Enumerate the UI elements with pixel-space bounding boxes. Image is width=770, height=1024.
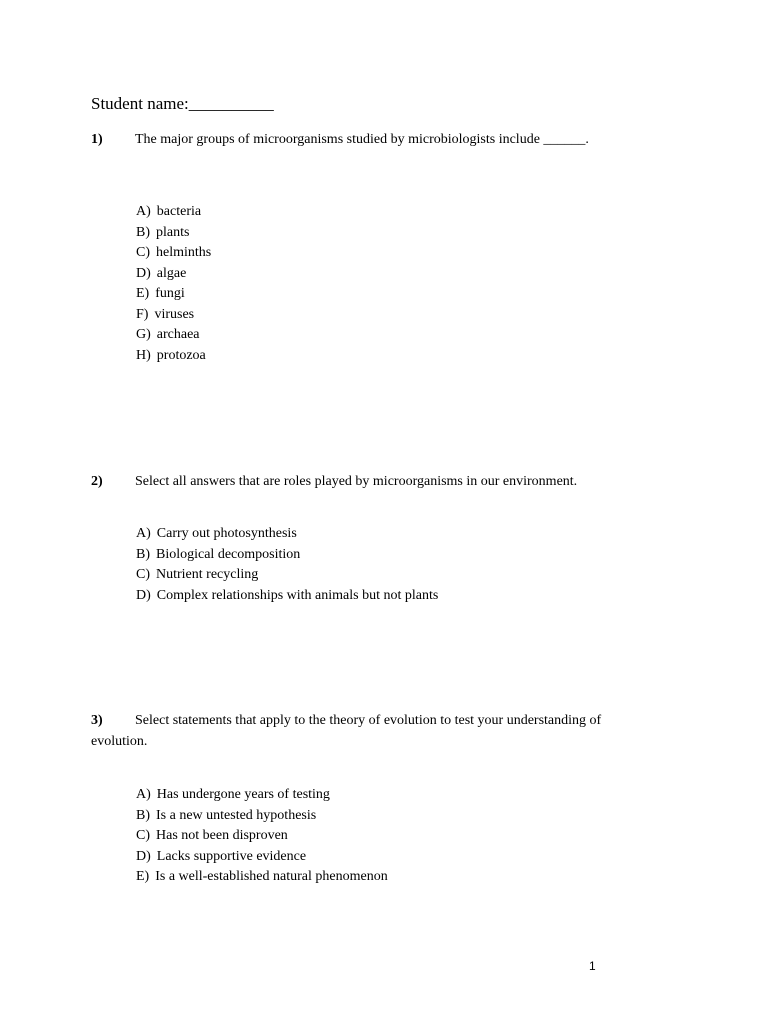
option-letter: D) [136, 848, 151, 864]
option-item [136, 826, 388, 847]
option-item [136, 785, 388, 806]
option-text: Carry out photosynthesis [156, 526, 297, 541]
question-1 [91, 129, 661, 150]
option-item [136, 867, 388, 888]
question-number: 3) [91, 713, 103, 728]
option-text: protozoa [156, 347, 206, 363]
option-text: bacteria [156, 204, 202, 219]
question-3-options [136, 785, 388, 888]
question-2 [91, 471, 661, 492]
option-item [136, 586, 438, 607]
option-letter: B) [136, 546, 150, 562]
option-letter: H) [136, 347, 151, 363]
option-item [136, 284, 211, 305]
question-2-options [136, 524, 438, 606]
option-item [136, 524, 438, 545]
option-letter: F) [136, 306, 149, 322]
page-number: 1 [589, 959, 596, 973]
student-name-label: Student name:__________ [91, 94, 274, 113]
option-letter: D) [136, 265, 151, 281]
option-item [136, 545, 438, 566]
option-text: Complex relationships with animals but not plants [156, 587, 439, 603]
option-item [136, 305, 211, 326]
option-item [136, 202, 211, 223]
option-text: Is a new untested hypothesis [156, 807, 317, 823]
option-text: plants [156, 224, 190, 240]
option-letter: C) [136, 245, 150, 260]
option-text: Nutrient recycling [156, 567, 259, 582]
option-text: Is a well-established natural phenomenon [155, 869, 388, 884]
option-item [136, 264, 211, 285]
option-text: archaea [156, 327, 200, 342]
option-text: viruses [154, 306, 195, 322]
option-item [136, 806, 388, 827]
option-letter: D) [136, 587, 151, 603]
option-text: Biological decomposition [156, 546, 301, 562]
option-letter: E) [136, 869, 150, 884]
option-item [136, 847, 388, 868]
option-text: fungi [155, 286, 185, 301]
option-text: Has undergone years of testing [156, 787, 330, 802]
option-letter: B) [136, 224, 150, 240]
option-letter: A) [136, 204, 151, 219]
question-3 [91, 710, 661, 752]
option-letter: E) [136, 286, 150, 301]
question-number: 1) [91, 132, 103, 147]
option-letter: A) [136, 787, 151, 802]
option-letter: G) [136, 327, 151, 342]
question-text: Select statements that apply to the theory of evolution to test your understanding of evolution. [91, 713, 602, 749]
option-text: Lacks supportive evidence [156, 848, 307, 864]
option-letter: B) [136, 807, 150, 823]
option-item [136, 565, 438, 586]
option-text: helminths [156, 245, 212, 260]
option-letter: A) [136, 526, 151, 541]
option-letter: C) [136, 828, 150, 843]
option-text: algae [156, 265, 187, 281]
option-item [136, 346, 211, 367]
question-text: Select all answers that are roles played by microorganisms in our environment. [135, 474, 578, 489]
option-item [136, 325, 211, 346]
question-text: The major groups of microorganisms studied by microbiologists include ______. [135, 132, 589, 147]
option-item [136, 223, 211, 244]
question-number: 2) [91, 474, 103, 489]
question-1-options [136, 202, 211, 366]
option-item [136, 243, 211, 264]
option-text: Has not been disproven [156, 828, 288, 843]
option-letter: C) [136, 567, 150, 582]
